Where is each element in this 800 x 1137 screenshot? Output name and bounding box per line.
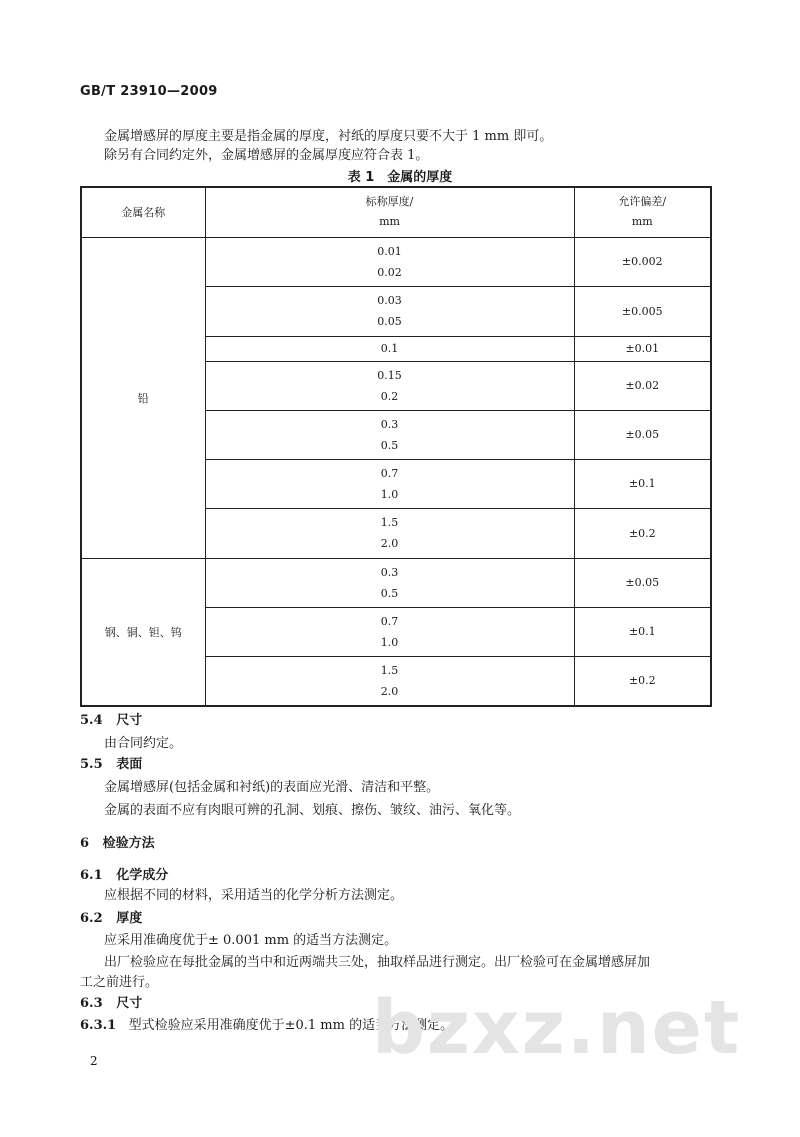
section-6-1-text: 应根据不同的材料，采用适当的化学分析方法测定。 <box>104 888 404 903</box>
section-5-5-text-1: 金属增感屏(包括金属和衬纸)的表面应光滑、清洁和平整。 <box>104 780 440 795</box>
section-number: 6 <box>80 836 90 851</box>
section-5-4-text: 由合同约定。 <box>104 736 183 751</box>
nominal-cell <box>205 410 574 459</box>
section-number: 6.1 <box>80 868 103 883</box>
section-text: 型式检验应采用准确度优于±0.1 mm 的适当方法测定。 <box>128 1018 454 1033</box>
nominal-value: 0.5 <box>380 438 399 452</box>
table-header-row <box>81 187 711 237</box>
header-nominal-unit: mm <box>379 215 400 229</box>
nominal-cell <box>205 558 574 607</box>
metal-cell-lead: 铅 <box>81 237 205 558</box>
nominal-cell <box>205 508 574 558</box>
section-5-5-text-2: 金属的表面不应有肉眼可辨的孔洞、划痕、擦伤、皱纹、油污、氧化等。 <box>104 803 521 818</box>
section-title: 尺寸 <box>116 713 143 728</box>
metal-cell-steel-copper-tantalum-tungsten: 钢、铜、钽、钨 <box>81 558 205 706</box>
nominal-cell <box>205 459 574 508</box>
nominal-value: 0.7 <box>380 614 399 628</box>
nominal-cell <box>205 607 574 656</box>
section-6-2-text-1: 应采用准确度优于± 0.001 mm 的适当方法测定。 <box>104 933 398 948</box>
table-row <box>81 237 711 286</box>
nominal-value: 0.2 <box>380 389 399 403</box>
section-title: 尺寸 <box>116 996 143 1011</box>
header-tolerance-unit: mm <box>631 215 653 229</box>
nominal-value: 0.15 <box>377 368 402 382</box>
section-number: 6.2 <box>80 911 103 926</box>
section-6-2-text-2a: 出厂检验应在每批金属的当中和近两端共三处，抽取样品进行测定。出厂检验可在金属增感屏加 <box>104 955 651 970</box>
section-number: 6.3 <box>80 996 103 1011</box>
tolerance-cell: ±0.05 <box>574 410 711 459</box>
section-number: 5.4 <box>80 713 103 728</box>
section-number: 5.5 <box>80 757 103 772</box>
table-caption: 表 1 金属的厚度 <box>347 170 453 185</box>
header-tolerance <box>574 187 711 237</box>
table-row <box>81 558 711 607</box>
section-6-2-text-2b: 工之前进行。 <box>80 975 159 990</box>
nominal-value: 0.3 <box>380 417 399 431</box>
nominal-value: 0.1 <box>380 342 399 355</box>
nominal-value: 0.5 <box>380 586 399 600</box>
section-title: 厚度 <box>116 911 143 926</box>
nominal-value: 0.03 <box>377 294 402 307</box>
nominal-cell <box>205 361 574 410</box>
nominal-value: 2.0 <box>380 684 399 698</box>
header-tolerance-label: 允许偏差/ <box>618 195 667 209</box>
watermark: bzxz.net <box>372 985 742 1071</box>
section-5-4-heading <box>80 712 142 730</box>
section-6-2-heading <box>80 910 142 928</box>
section-title: 表面 <box>116 757 143 772</box>
intro-paragraph-1: 金属增感屏的厚度主要是指金属的厚度，衬纸的厚度只要不大于 1 mm 即可。 <box>104 129 553 144</box>
tolerance-cell: ±0.02 <box>574 361 711 410</box>
nominal-value: 0.05 <box>377 315 402 328</box>
intro-paragraph-2: 除另有合同约定外，金属增感屏的金属厚度应符合表 1。 <box>104 148 429 163</box>
nominal-value: 0.02 <box>377 265 402 279</box>
section-6-heading <box>80 835 155 853</box>
section-6-1-heading <box>80 867 168 885</box>
tolerance-cell: ±0.1 <box>574 607 711 656</box>
nominal-value: 0.7 <box>380 466 399 480</box>
section-title: 化学成分 <box>116 868 169 883</box>
nominal-cell <box>205 656 574 706</box>
tolerance-cell: ±0.005 <box>574 286 711 336</box>
standard-code-header: GB/T 23910—2009 <box>80 84 218 99</box>
section-5-5-heading <box>80 756 142 774</box>
section-number: 6.3.1 <box>80 1018 117 1033</box>
metal-thickness-table <box>80 186 712 707</box>
header-metal-name: 金属名称 <box>81 187 205 237</box>
tolerance-cell: ±0.002 <box>574 237 711 286</box>
nominal-value: 0.01 <box>377 244 402 258</box>
nominal-value: 1.5 <box>380 516 399 529</box>
nominal-value: 1.0 <box>380 635 399 649</box>
section-title: 检验方法 <box>102 836 155 851</box>
nominal-cell <box>205 336 574 361</box>
nominal-value: 1.5 <box>380 663 399 677</box>
tolerance-cell: ±0.1 <box>574 459 711 508</box>
header-nominal-thickness <box>205 187 574 237</box>
tolerance-cell: ±0.01 <box>574 336 711 361</box>
nominal-value: 2.0 <box>380 537 399 550</box>
nominal-cell <box>205 237 574 286</box>
section-6-3-heading <box>80 995 142 1013</box>
page-number: 2 <box>90 1054 98 1068</box>
nominal-value: 1.0 <box>380 487 399 501</box>
nominal-value: 0.3 <box>380 565 399 579</box>
tolerance-cell: ±0.2 <box>574 656 711 706</box>
tolerance-cell: ±0.2 <box>574 508 711 558</box>
tolerance-cell: ±0.05 <box>574 558 711 607</box>
header-nominal-label: 标称厚度/ <box>365 195 414 209</box>
nominal-cell <box>205 286 574 336</box>
